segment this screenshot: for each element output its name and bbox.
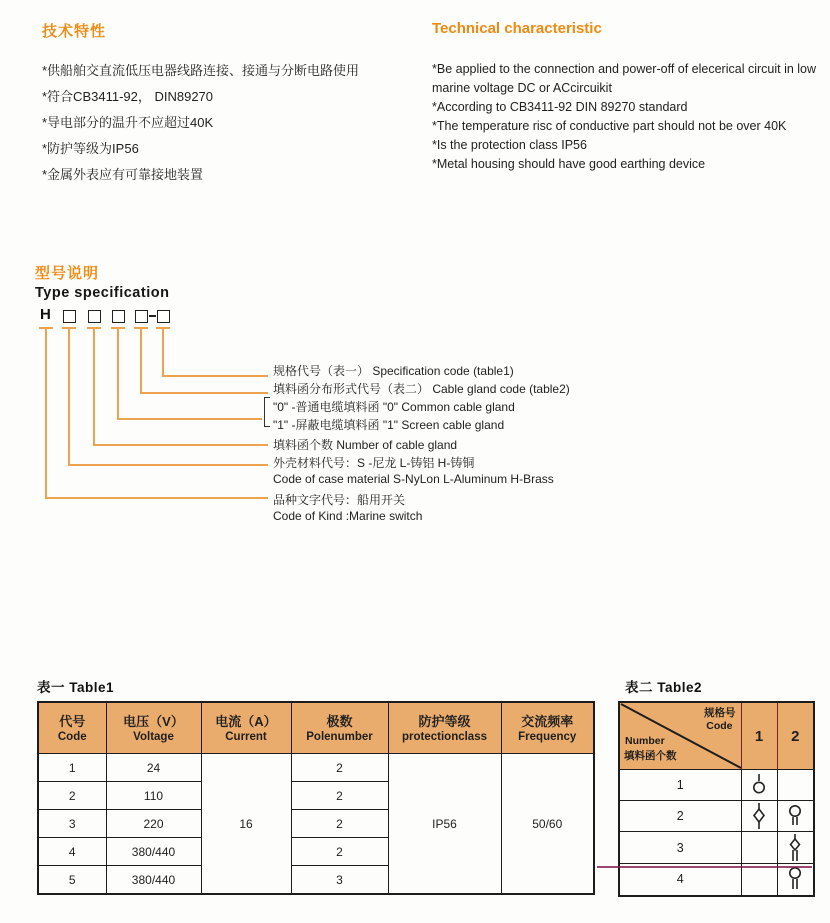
cell-pole: 2	[291, 838, 388, 866]
model-code-box-2	[88, 310, 101, 323]
cell-gland-symbol	[777, 864, 814, 896]
table1	[37, 701, 595, 895]
gland-diamond-double-icon	[787, 834, 803, 862]
callout-connector	[45, 497, 268, 499]
callout-line	[45, 327, 47, 499]
tech-heading-zh: 技术特性	[42, 23, 107, 40]
table1-header-current: 电流（A） Current	[201, 702, 291, 754]
tech-bullet-zh: *符合CB3411-92， DIN89270	[42, 89, 214, 104]
cell-code: 2	[38, 782, 106, 810]
cell-code: 5	[38, 866, 106, 895]
callout-option-1: "1" -屏蔽电缆填料函 "1" Screen cable gland	[273, 418, 505, 432]
cell-voltage: 380/440	[106, 866, 201, 895]
table1-header-frequency: 交流频率 Frequency	[501, 702, 594, 754]
callout-connector	[68, 464, 268, 466]
callout-kind-zh: 品种文字代号：船用开关	[273, 493, 406, 507]
table1-header-code: 代号 Code	[38, 702, 106, 754]
callout-line	[162, 327, 164, 377]
model-code-box-5	[157, 310, 170, 323]
tech-bullets-en	[432, 60, 830, 174]
callout-connector	[162, 375, 268, 377]
model-code-dash	[149, 315, 156, 317]
cell-voltage: 220	[106, 810, 201, 838]
cell-gland-number: 1	[619, 770, 741, 801]
cell-gland-symbol	[741, 832, 777, 864]
callout-connector	[93, 444, 268, 446]
gland-circle-double-icon	[787, 867, 803, 891]
tech-bullet-en: *Be applied to the connection and power-off of elecerical circuit in low marine voltage DC or ACcircuikit	[432, 62, 817, 95]
scan-artifact-line	[597, 866, 812, 868]
tech-bullet-zh: *供船舶交直流低压电器线路连接、接通与分断电路使用	[42, 63, 360, 78]
cell-voltage: 24	[106, 754, 201, 782]
cell-gland-symbol	[741, 801, 777, 832]
table1-caption: 表一 Table1	[37, 680, 115, 695]
table2-header-row	[619, 702, 814, 770]
cell-code: 1	[38, 754, 106, 782]
cell-pole: 3	[291, 866, 388, 895]
callout-gland-number: 填料函个数 Number of cable gland	[273, 438, 458, 452]
table1-header-voltage: 电压（V） Voltage	[106, 702, 201, 754]
callout-line	[68, 327, 70, 466]
table1-header-polenumber: 极数 Polenumber	[291, 702, 388, 754]
table-row	[619, 864, 814, 896]
cell-pole: 2	[291, 810, 388, 838]
table2-header-number-en: Number	[625, 735, 665, 747]
tech-bullet-zh: *导电部分的温升不应超过40K	[42, 115, 214, 130]
tech-bullets-zh	[42, 58, 359, 188]
model-code-prefix: H	[40, 306, 51, 323]
callout-connector	[117, 418, 262, 420]
callout-line	[117, 327, 119, 420]
table2-header-col2: 2	[777, 702, 814, 770]
table2-header-number-zh: 填料函个数	[624, 750, 677, 762]
table1-header-protection: 防护等级 protectionclass	[388, 702, 501, 754]
options-bracket	[264, 397, 270, 427]
callout-spec-code: 规格代号（表一） Specification code (table1)	[273, 364, 514, 378]
tech-heading-en: Technical characteristic	[432, 20, 602, 37]
cell-protection-merged: IP56	[388, 754, 501, 895]
cell-code: 3	[38, 810, 106, 838]
tech-bullet-zh: *防护等级为IP56	[42, 141, 139, 156]
table-row	[619, 801, 814, 832]
table-row	[619, 832, 814, 864]
tech-bullet-en: *Is the protection class IP56	[432, 138, 587, 152]
cell-gland-symbol	[741, 864, 777, 896]
cell-gland-symbol	[777, 770, 814, 801]
callout-line	[93, 327, 95, 446]
cell-gland-number: 3	[619, 832, 741, 864]
model-code-box-1	[63, 310, 76, 323]
cell-gland-number: 4	[619, 864, 741, 896]
callout-material-en: Code of case material S-NyLon L-Aluminum H-Brass	[273, 472, 554, 486]
callout-gland-code: 填料函分布形式代号（表二） Cable gland code (table2)	[273, 382, 570, 396]
gland-circle-stem-icon	[751, 773, 767, 797]
callout-connector	[140, 392, 268, 394]
tech-bullet-en: *The temperature risc of conductive part should not be over 40K	[432, 119, 787, 133]
cell-gland-symbol	[777, 801, 814, 832]
cell-current-merged: 16	[201, 754, 291, 895]
table2-header-col1: 1	[741, 702, 777, 770]
table2-caption: 表二 Table2	[625, 680, 703, 695]
cell-gland-symbol	[741, 770, 777, 801]
cell-code: 4	[38, 838, 106, 866]
cell-voltage: 380/440	[106, 838, 201, 866]
cell-voltage: 110	[106, 782, 201, 810]
typespec-heading-en: Type specification	[35, 285, 170, 301]
cell-gland-number: 2	[619, 801, 741, 832]
table-row	[619, 770, 814, 801]
table2-diagonal-header	[619, 702, 741, 770]
table2-header-spec-en: Code	[706, 720, 733, 732]
table-row	[38, 754, 594, 782]
model-code-box-4	[135, 310, 148, 323]
cell-pole: 2	[291, 782, 388, 810]
tech-bullet-en: *According to CB3411-92 DIN 89270 standard	[432, 100, 688, 114]
callout-material-zh: 外壳材料代号：S -尼龙 L-铸铝 H-铸铜	[273, 456, 475, 470]
callout-option-0: "0" -普通电缆填料函 "0" Common cable gland	[273, 400, 515, 414]
tech-bullet-en: *Metal housing should have good earthing device	[432, 157, 706, 171]
gland-diamond-stems-icon	[751, 803, 767, 829]
callout-kind-en: Code of Kind :Marine switch	[273, 509, 423, 523]
model-code-box-3	[112, 310, 125, 323]
cell-frequency-merged: 50/60	[501, 754, 594, 895]
typespec-heading-zh: 型号说明	[35, 265, 100, 282]
gland-circle-double-icon	[787, 805, 803, 827]
callout-line	[140, 327, 142, 394]
cell-gland-symbol	[777, 832, 814, 864]
table2-header-spec-zh: 规格号	[704, 707, 736, 719]
cell-pole: 2	[291, 754, 388, 782]
table1-header-row	[38, 702, 594, 754]
tech-bullet-zh: *金属外表应有可靠接地装置	[42, 167, 204, 182]
